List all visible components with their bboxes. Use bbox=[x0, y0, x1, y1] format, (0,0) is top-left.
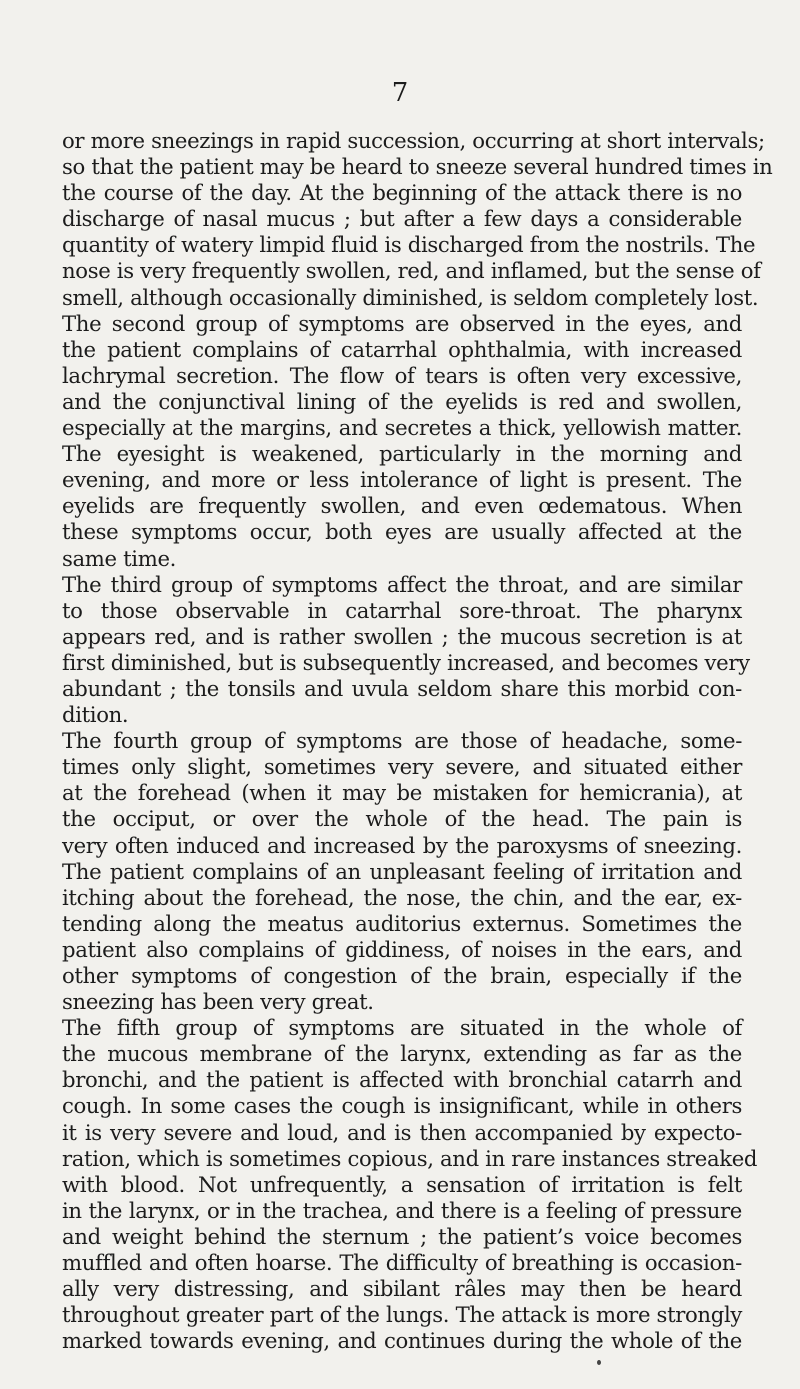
text-line: marked towards evening, and continues during the whole of the bbox=[62, 1328, 742, 1354]
text-line: in the larynx, or in the trachea, and there is a feeling of pressure bbox=[62, 1197, 742, 1223]
text-line: bronchi, and the patient is affected with bronchial catarrh and bbox=[62, 1067, 742, 1093]
text-line: nose is very frequently swollen, red, and inflamed, but the sense of bbox=[62, 258, 761, 284]
text-line: muffled and often hoarse. The difficulty of breathing is occasion- bbox=[62, 1250, 742, 1276]
text-line: eyelids are frequently swollen, and even œdematous. When bbox=[62, 493, 742, 519]
text-line: quantity of watery limpid fluid is discharged from the nostrils. The bbox=[62, 232, 756, 258]
text-line: so that the patient may be heard to sneeze several hundred times in bbox=[62, 154, 773, 180]
text-line: ally very distressing, and sibilant râles may then be heard bbox=[62, 1276, 742, 1302]
text-line: the patient complains of catarrhal ophthalmia, with increased bbox=[62, 336, 742, 362]
text-line: The eyesight is weakened, particularly in the morning and bbox=[62, 441, 742, 467]
text-line: or more sneezings in rapid succession, occurring at short intervals; bbox=[62, 128, 765, 153]
text-line: very often induced and increased by the paroxysms of sneezing. bbox=[62, 832, 742, 858]
text-line: it is very severe and loud, and is then accompanied by expecto- bbox=[62, 1119, 742, 1145]
text-line: to those observable in catarrhal sore-throat. The pharynx bbox=[62, 597, 742, 623]
text-line: the occiput, or over the whole of the head. The pain is bbox=[62, 806, 742, 832]
text-line: The patient complains of an unpleasant feeling of irritation and bbox=[62, 858, 742, 884]
text-line: same time. bbox=[62, 545, 177, 571]
text-line: The fifth group of symptoms are situated in the whole of bbox=[62, 1015, 742, 1041]
body-text bbox=[62, 128, 773, 1354]
text-line: appears red, and is rather swollen ; the mucous secretion is at bbox=[62, 623, 742, 649]
text-line: dition. bbox=[62, 702, 129, 728]
text-line: and weight behind the sternum ; the patient’s voice becomes bbox=[62, 1223, 742, 1249]
text-line: times only slight, sometimes very severe, and situated either bbox=[62, 754, 742, 780]
text-line: The second group of symptoms are observed in the eyes, and bbox=[62, 310, 742, 336]
text-line: itching about the forehead, the nose, the chin, and the ear, ex- bbox=[62, 884, 742, 910]
text-line: tending along the meatus auditorius externus. Sometimes the bbox=[62, 910, 742, 936]
text-line: abundant ; the tonsils and uvula seldom share this morbid con- bbox=[62, 675, 742, 701]
page-number: 7 bbox=[391, 78, 409, 108]
text-line: patient also complains of giddiness, of noises in the ears, and bbox=[62, 936, 742, 962]
text-line: other symptoms of congestion of the brain, especially if the bbox=[62, 963, 742, 988]
text-line: lachrymal secretion. The flow of tears is often very excessive, bbox=[62, 362, 742, 388]
text-line: throughout greater part of the lungs. The attack is more strongly bbox=[62, 1302, 742, 1328]
text-line: The fourth group of symptoms are those of headache, some- bbox=[62, 728, 742, 754]
text-line: these symptoms occur, both eyes are usually affected at the bbox=[62, 519, 742, 545]
text-line: cough. In some cases the cough is insignificant, while in others bbox=[62, 1093, 742, 1119]
text-line: the course of the day. At the beginning of the attack there is no bbox=[62, 180, 742, 206]
text-line: The third group of symptoms affect the throat, and are similar bbox=[62, 571, 742, 597]
text-line: sneezing has been very great. bbox=[62, 989, 374, 1015]
text-line: and the conjunctival lining of the eyelids is red and swollen, bbox=[62, 388, 742, 414]
text-line: at the forehead (when it may be mistaken for hemicrania), at bbox=[62, 780, 742, 806]
text-line: smell, although occasionally diminished, is seldom completely lost. bbox=[62, 284, 759, 310]
print-speck bbox=[597, 1360, 601, 1365]
text-line: with blood. Not unfrequently, a sensation of irritation is felt bbox=[62, 1171, 742, 1197]
text-line: evening, and more or less intolerance of light is present. The bbox=[62, 467, 742, 493]
text-line: first diminished, but is subsequently increased, and becomes very bbox=[62, 649, 750, 675]
text-line: ration, which is sometimes copious, and in rare instances streaked bbox=[62, 1145, 758, 1171]
text-line: especially at the margins, and secretes a thick, yellowish matter. bbox=[62, 415, 742, 441]
text-line: discharge of nasal mucus ; but after a few days a considerable bbox=[62, 206, 742, 232]
text-line: the mucous membrane of the larynx, extending as far as the bbox=[62, 1041, 742, 1067]
